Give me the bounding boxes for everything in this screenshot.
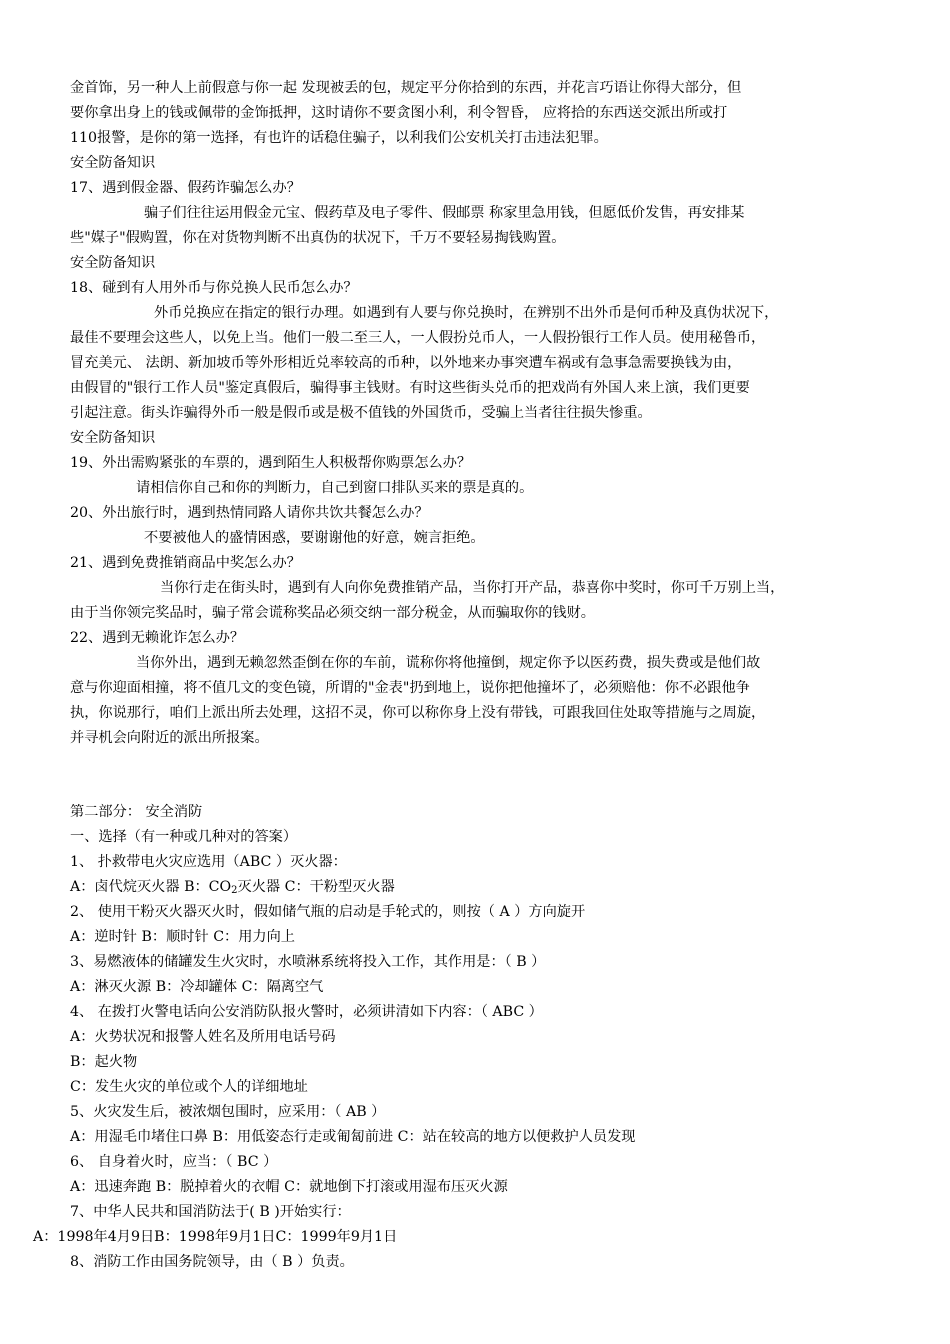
- intro-line-3: 110报警，是你的第一选择，有也许的话稳住骗子，以利我们公安机关打击违法犯罪。: [70, 130, 608, 146]
- mc-question-3-title: 3、易燃液体的储罐发生火灾时，水喷淋系统将投入工作，其作用是：（ B ）: [70, 954, 546, 970]
- question-18-line-2: 最佳不要理会这些人，以免上当。他们一般二至三人，一人假扮兑币人，一人假扮银行工作人员。使用秘鲁币，: [70, 330, 766, 346]
- question-18-line-3: 冒充美元、 法朗、新加坡币等外形相近兑率较高的币种，以外地来办事突遭车祸或有急事急需要换钱为由，: [70, 355, 742, 371]
- mc-question-2-options: A：逆时针 B：顺时针 C：用力向上: [70, 929, 295, 945]
- part-2-subheading: 一、选择（有一种或几种对的答案）: [70, 829, 298, 845]
- mc-question-6-options: A：迅速奔跑 B：脱掉着火的衣帽 C：就地倒下打滚或用湿布压灭火源: [70, 1179, 508, 1195]
- mc-question-4-option-c: C：发生火灾的单位或个人的详细地址: [70, 1079, 308, 1095]
- question-18-title: 18、碰到有人用外币与你兑换人民币怎么办？: [70, 280, 358, 296]
- co2-subscript: 2: [231, 885, 238, 896]
- question-21-line-2: 由于当你领完奖品时，骗子常会谎称奖品必须交纳一部分税金，从而骗取你的钱财。: [70, 605, 595, 621]
- mc-question-1-title: 1、 扑救带电火灾应选用（ABC ）灭火器：: [70, 854, 347, 870]
- mc-question-7-title: 7、中华人民共和国消防法于( B )开始实行：: [70, 1204, 351, 1220]
- question-22-line-4: 并寻机会向附近的派出所报案。: [70, 730, 269, 746]
- part-2-heading: 第二部分： 安全消防: [70, 804, 203, 820]
- mc-question-5-title: 5、火灾发生后，被浓烟包围时，应采用：（ AB ）: [70, 1104, 386, 1120]
- mc-question-3-options: A：淋灭火源 B：冷却罐体 C：隔离空气: [70, 979, 324, 995]
- question-17-title: 17、遇到假金器、假药诈骗怎么办？: [70, 180, 301, 196]
- question-20-answer: 不要被他人的盛情困惑，要谢谢他的好意，婉言拒绝。: [144, 530, 485, 546]
- mc-question-8-title: 8、消防工作由国务院领导，由（ B ）负责。: [70, 1254, 354, 1270]
- question-22-line-3: 执，你说那行，咱们上派出所去处理，这招不灵，你可以称你身上没有带钱，可跟我回住处取等措施与之周旋，: [70, 705, 766, 721]
- mc-question-6-title: 6、 自身着火时，应当：（ BC ）: [70, 1154, 278, 1170]
- section-label: 安全防备知识: [70, 155, 156, 171]
- question-18-line-4: 由假冒的"银行工作人员"鉴定真假后，骗得事主钱财。有时这些街头兑币的把戏尚有外国人来上演，我们更要: [70, 380, 750, 396]
- mc-question-1-option-a: A：卤代烷灭火器 B：CO: [70, 879, 232, 895]
- question-22-line-2: 意与你迎面相撞，将不值几文的变色镜，所谓的"金表"扔到地上，说你把他撞坏了，必须赔他：你不必跟他争: [70, 680, 750, 696]
- question-19-answer: 请相信你自己和你的判断力，自己到窗口排队买来的票是真的。: [136, 480, 534, 496]
- section-label: 安全防备知识: [70, 430, 156, 446]
- intro-line-2: 要你拿出身上的钱或佩带的金饰抵押，这时请你不要贪图小利，利令智昏， 应将拾的东西送交派出所或打: [70, 105, 728, 121]
- intro-line-1: 金首饰，另一种人上前假意与你一起 发现被丢的包，规定平分你拾到的东西，并花言巧语让你得大部分，但: [70, 80, 742, 96]
- mc-question-1-option-rest: 灭火器 C：干粉型灭火器: [237, 879, 395, 895]
- question-21-line-1: 当你行走在街头时，遇到有人向你免费推销产品，当你打开产品，恭喜你中奖时，你可千万别上当，: [160, 580, 785, 596]
- question-22-title: 22、遇到无赖讹诈怎么办？: [70, 630, 245, 646]
- mc-question-5-options: A：用湿毛巾堵住口鼻 B：用低姿态行走或匍匐前进 C：站在较高的地方以便救护人员发现: [70, 1129, 636, 1145]
- question-17-line-2: 些"媒子"假购置，你在对货物判断不出真伪的状况下，千万不要轻易掏钱购置。: [70, 230, 566, 246]
- question-18-line-5: 引起注意。街头诈骗得外币一般是假币或是极不值钱的外国货币，受骗上当者往往损失惨重。: [70, 405, 652, 421]
- question-20-title: 20、外出旅行时，遇到热情同路人请你共饮共餐怎么办？: [70, 505, 429, 521]
- question-21-title: 21、遇到免费推销商品中奖怎么办？: [70, 555, 301, 571]
- mc-question-4-option-a: A：火势状况和报警人姓名及所用电话号码: [70, 1029, 336, 1045]
- question-22-line-1: 当你外出，遇到无赖忽然歪倒在你的车前，谎称你将他撞倒，规定你予以医药费，损失费或是他们故: [136, 655, 761, 671]
- mc-question-7-options: A：1998年4月9日B：1998年9月1日C：1999年9月1日: [33, 1229, 398, 1245]
- mc-question-4-title: 4、 在拨打火警电话向公安消防队报火警时，必须讲清如下内容：（ ABC ）: [70, 1004, 543, 1020]
- question-19-title: 19、外出需购紧张的车票的，遇到陌生人积极帮你购票怎么办？: [70, 455, 472, 471]
- mc-question-4-option-b: B：起火物: [70, 1054, 138, 1070]
- mc-question-1-options: [70, 877, 395, 901]
- question-18-line-1: 外币兑换应在指定的银行办理。如遇到有人要与你兑换时，在辨别不出外币是何币种及真伪状况下，: [154, 305, 779, 321]
- section-label: 安全防备知识: [70, 255, 156, 271]
- question-17-line-1: 骗子们往往运用假金元宝、假药草及电子零件、假邮票 称家里急用钱，但愿低价发售，再安排某: [144, 205, 745, 221]
- mc-question-2-title: 2、 使用干粉灭火器灭火时，假如储气瓶的启动是手轮式的，则按（ A ）方向旋开: [70, 904, 586, 920]
